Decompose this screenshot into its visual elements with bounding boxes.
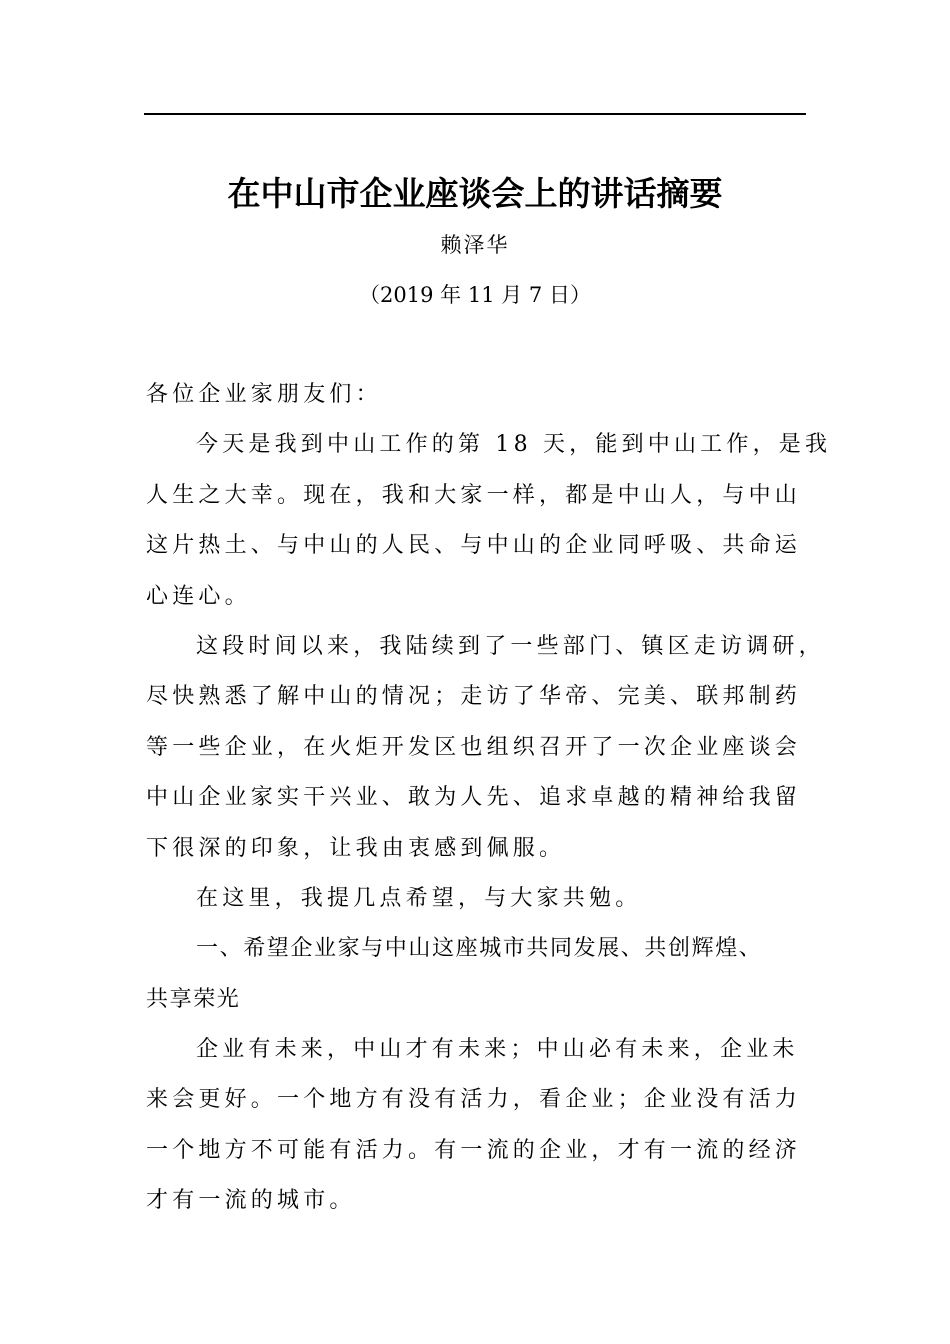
paragraph-line: 中山企业家实干兴业、敢为人先、追求卓越的精神给我留 <box>146 785 802 811</box>
paragraph-line: 这段时间以来，我陆续到了一些部门、镇区走访调研， <box>196 633 825 659</box>
paragraph-line: 来会更好。一个地方有没有活力，看企业；企业没有活力 <box>146 1087 802 1113</box>
paragraph-line: 才有一流的城市。 <box>146 1188 356 1214</box>
paragraph-line: 今天是我到中山工作的第 18 天，能到中山工作，是我 <box>196 432 832 458</box>
author-name: 赖泽华 <box>440 233 510 257</box>
document-title: 在中山市企业座谈会上的讲话摘要 <box>227 174 723 213</box>
paragraph-line: 心连心。 <box>146 583 251 609</box>
paragraph-line: 人生之大幸。现在，我和大家一样，都是中山人，与中山 <box>146 482 802 508</box>
salutation: 各位企业家朋友们： <box>146 382 382 407</box>
top-rule-divider <box>144 113 806 115</box>
speech-date: （2019 年 11 月 7 日） <box>359 283 591 307</box>
paragraph-line: 在这里，我提几点希望，与大家共勉。 <box>196 885 642 911</box>
speech-body <box>146 370 832 1227</box>
paragraph-line: 等一些企业，在火炬开发区也组织召开了一次企业座谈会 <box>146 734 802 760</box>
paragraph-line: 企业有未来，中山才有未来；中山必有未来，企业未 <box>196 1037 799 1063</box>
paragraph-line: 这片热土、与中山的人民、与中山的企业同呼吸、共命运 <box>146 533 802 559</box>
section-heading: 一、希望企业家与中山这座城市共同发展、共创辉煌、 <box>196 936 763 962</box>
paragraph-line: 尽快熟悉了解中山的情况；走访了华帝、完美、联邦制药 <box>146 684 802 710</box>
paragraph-line: 一个地方不可能有活力。有一流的企业，才有一流的经济 <box>146 1137 802 1163</box>
section-heading: 共享荣光 <box>146 986 241 1012</box>
paragraph-line: 下很深的印象，让我由衷感到佩服。 <box>146 835 566 861</box>
